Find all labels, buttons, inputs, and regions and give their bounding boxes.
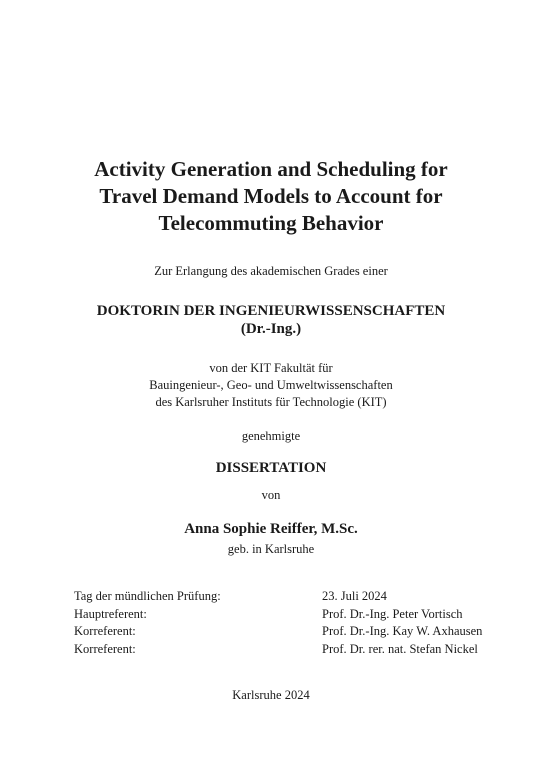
thesis-title <box>0 156 542 237</box>
title-line-2: Travel Demand Models to Account for <box>99 184 443 208</box>
dissertation-label: DISSERTATION <box>215 460 327 476</box>
title-line-3: Telecommuting Behavior <box>158 211 384 235</box>
faculty-line-2: Bauingenieur-, Geo- und Umweltwissenschaften <box>149 378 393 392</box>
exam-row-co-referee-2 <box>74 641 514 659</box>
author-name: Anna Sophie Reiffer, M.Sc. <box>184 521 358 537</box>
exam-value: Prof. Dr.-Ing. Kay W. Axhausen <box>322 624 483 638</box>
degree-line-2: (Dr.-Ing.) <box>240 321 302 337</box>
faculty-line-3: des Karlsruher Instituts für Technologie (KIT) <box>155 395 387 409</box>
faculty-block <box>0 360 542 411</box>
birthplace: geb. in Karlsruhe <box>227 542 315 556</box>
exam-label: Tag der mündlichen Prüfung: <box>74 589 221 603</box>
degree-line-1: DOKTORIN DER INGENIEURWISSENSCHAFTEN <box>96 303 446 319</box>
by-text: von <box>261 488 281 502</box>
title-line-1: Activity Generation and Scheduling for <box>94 157 448 181</box>
place-and-year: Karlsruhe 2024 <box>232 688 310 702</box>
exam-value: Prof. Dr.-Ing. Peter Vortisch <box>322 606 463 621</box>
exam-value: Prof. Dr. rer. nat. Stefan Nickel <box>322 641 478 656</box>
exam-label: Hauptreferent: <box>74 606 147 621</box>
approved-text: genehmigte <box>241 429 301 443</box>
examination-details <box>74 588 514 658</box>
exam-row-date <box>74 588 514 606</box>
exam-label: Korreferent: <box>74 624 136 638</box>
degree-name <box>0 302 542 338</box>
faculty-line-1: von der KIT Fakultät für <box>209 361 333 375</box>
exam-row-main-referee <box>74 606 514 624</box>
exam-label: Korreferent: <box>74 641 136 656</box>
degree-intro: Zur Erlangung des akademischen Grades einer <box>154 264 388 278</box>
exam-value: 23. Juli 2024 <box>322 589 387 603</box>
exam-row-co-referee-1 <box>74 623 514 641</box>
